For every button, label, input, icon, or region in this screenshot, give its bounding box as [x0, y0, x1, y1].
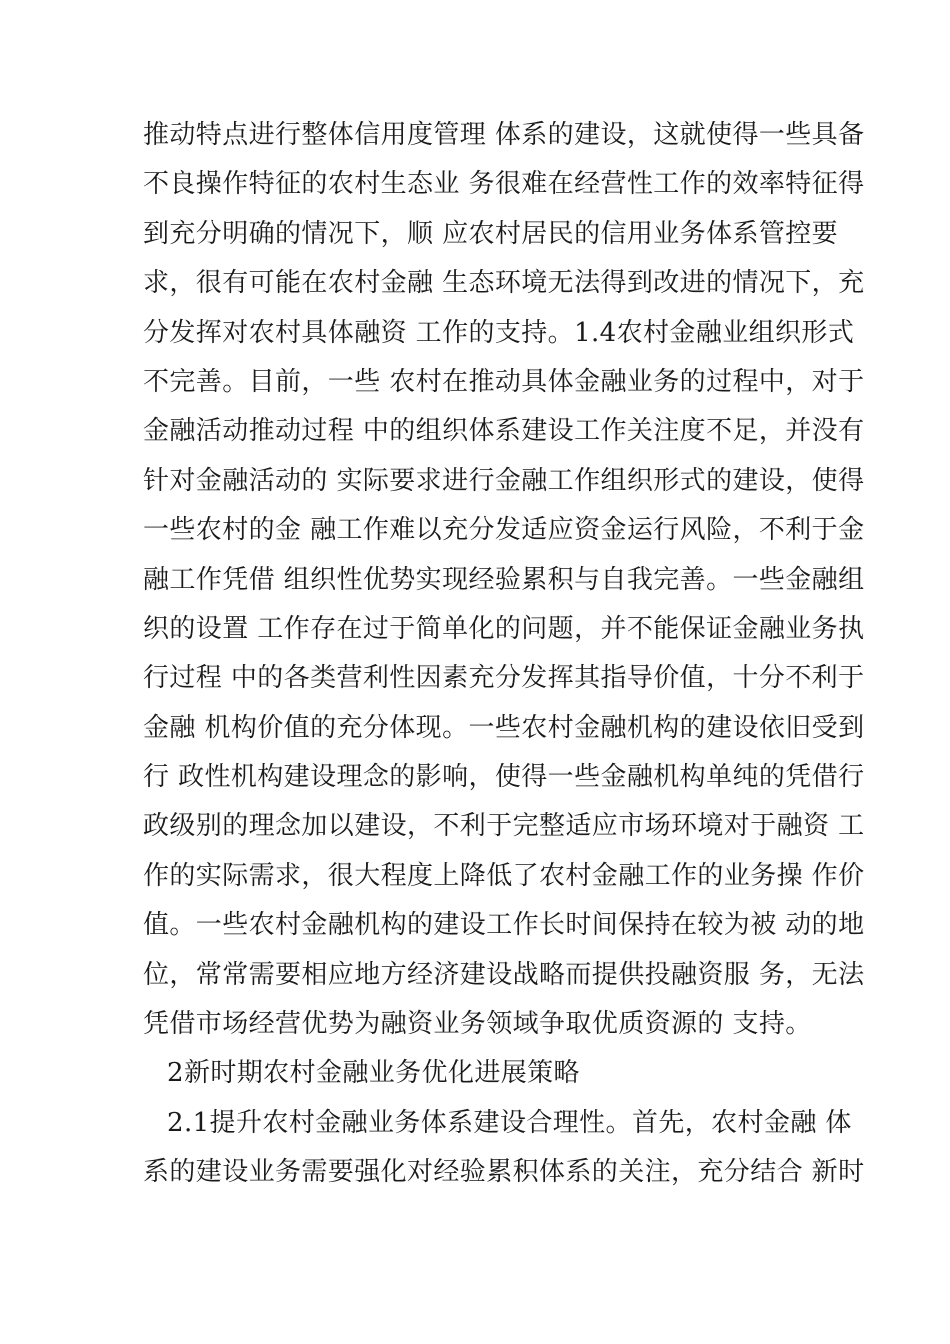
- text-line: 融工作凭借 组织性优势实现经验累积与自我完善。一些金融组: [143, 564, 865, 595]
- text-line: 值。一些农村金融机构的建设工作长时间保持在较为被 动的地: [143, 910, 865, 941]
- text-line: 求，很有可能在农村金融 生态环境无法得到改进的情况下，充: [143, 268, 865, 299]
- text-line: 作的实际需求，很大程度上降低了农村金融工作的业务操 作价: [143, 860, 865, 891]
- body-text: [143, 111, 865, 1198]
- text-line: 织的设置 工作存在过于简单化的问题，并不能保证金融业务执: [143, 613, 865, 644]
- text-line: 政级别的理念加以建设，不利于完整适应市场环境对于融资 工: [143, 811, 865, 842]
- text-line: 位，常常需要相应地方经济建设战略而提供投融资服 务，无法: [143, 959, 865, 990]
- text-line: 分发挥对农村具体融资 工作的支持。1.4农村金融业组织形式: [143, 317, 855, 348]
- text-line: 不完善。目前，一些 农村在推动具体金融业务的过程中，对于: [143, 366, 865, 397]
- section-heading: 2新时期农村金融业务优化进展策略: [167, 1058, 580, 1089]
- text-line: 2.1提升农村金融业务体系建设合理性。首先，农村金融 体: [167, 1107, 852, 1138]
- text-line: 行过程 中的各类营利性因素充分发挥其指导价值，十分不利于: [143, 663, 865, 694]
- text-line: 行 政性机构建设理念的影响，使得一些金融机构单纯的凭借行: [143, 762, 865, 793]
- text-line: 系的建设业务需要强化对经验累积体系的关注，充分结合 新时: [143, 1157, 865, 1188]
- text-line: 一些农村的金 融工作难以充分发适应资金运行风险，不利于金: [143, 515, 865, 546]
- text-line: 凭借市场经营优势为融资业务领域争取优质资源的 支持。: [143, 1009, 812, 1040]
- text-line: 到充分明确的情况下，顺 应农村居民的信用业务体系管控要: [143, 218, 839, 249]
- text-line: 针对金融活动的 实际要求进行金融工作组织形式的建设，使得: [143, 465, 865, 496]
- text-line: 金融 机构价值的充分体现。一些农村金融机构的建设依旧受到: [143, 712, 865, 743]
- text-line: 推动特点进行整体信用度管理 体系的建设，这就使得一些具备: [143, 120, 865, 150]
- text-line: 金融活动推动过程 中的组织体系建设工作关注度不足，并没有: [143, 416, 865, 447]
- text-line: 不良操作特征的农村生态业 务很难在经营性工作的效率特征得: [143, 169, 865, 200]
